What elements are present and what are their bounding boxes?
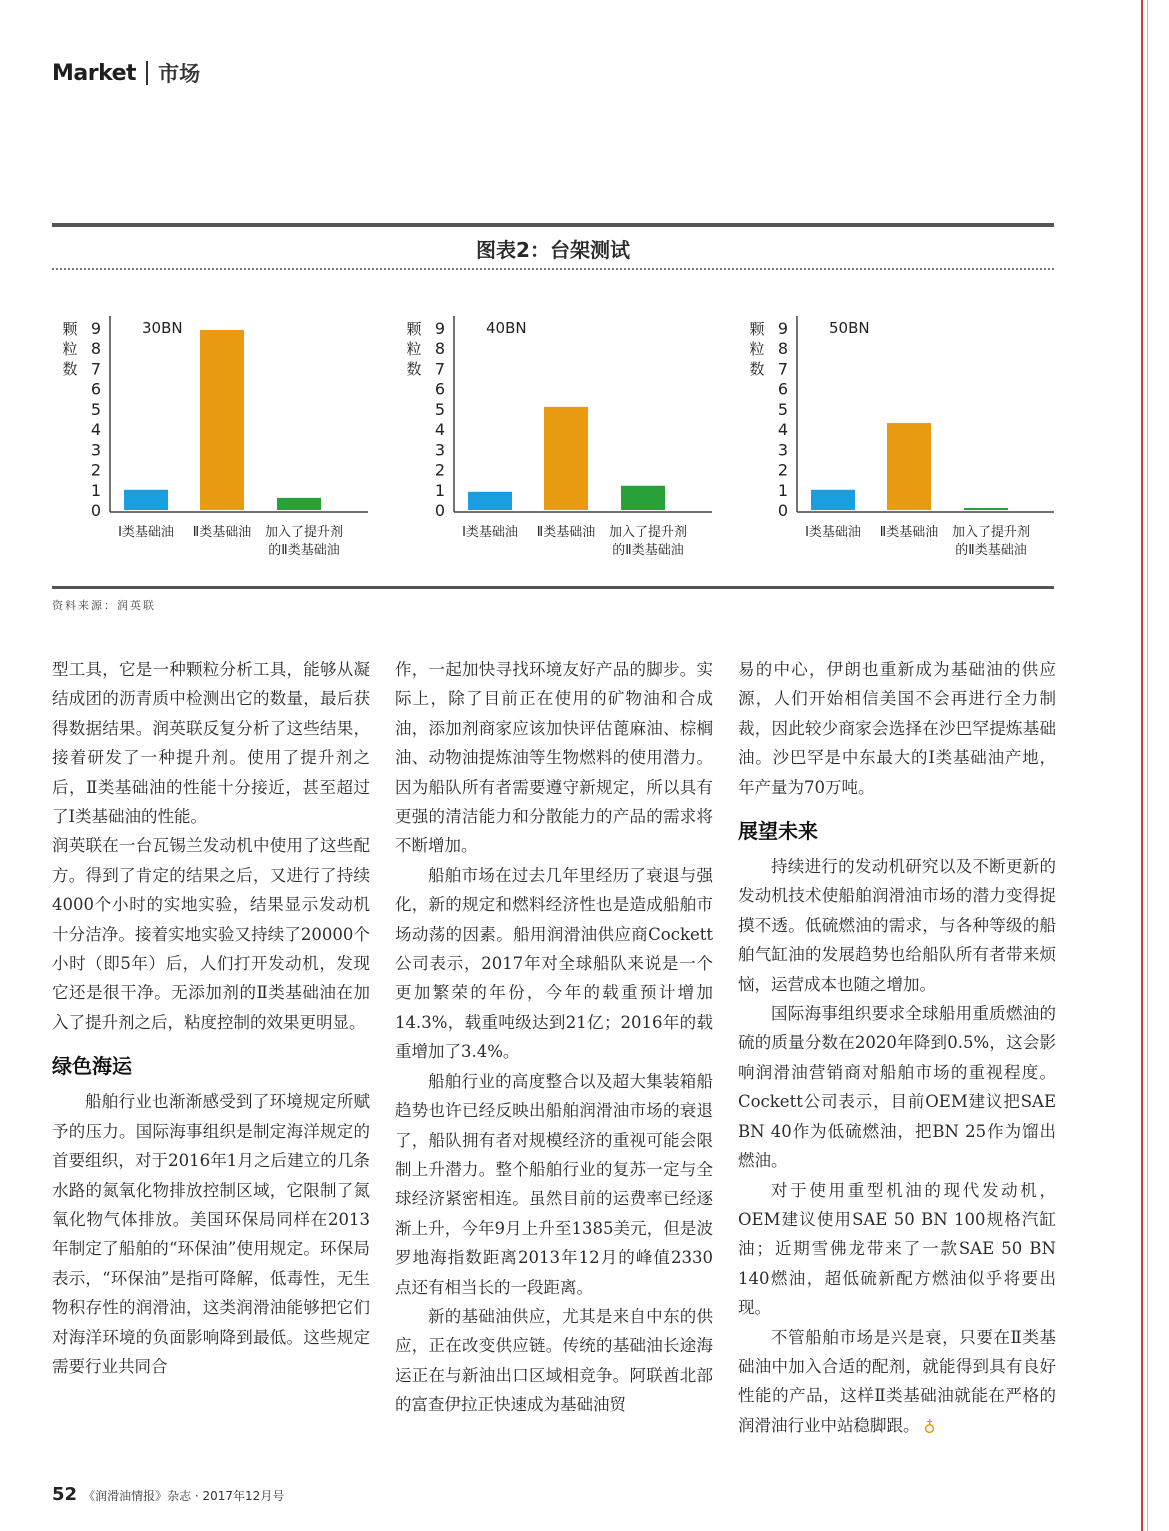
paragraph-text: 不管船舶市场是兴是衰，只要在Ⅱ类基础油中加入合适的配剂，就能得到具有良好性能的产品，这样Ⅱ类基础油就能在严格的润滑油行业中站稳脚跟。 — [738, 1327, 1056, 1435]
paragraph: 船舶市场在过去几年里经历了衰退与强化，新的规定和燃料经济性也是造成船舶市场动荡的因素。船用润滑油供应商Cockett公司表示，2017年对全球船队来说是一个更加繁荣的年份，今年的载重预计增加14.3%，载重吨级达到21亿；2016年的载重增加了3.4%。 — [395, 865, 713, 1062]
bar — [277, 498, 321, 510]
paragraph: 作，一起加快寻找环境友好产品的脚步。实际上，除了目前正在使用的矿物油和合成油，添加剂商家应该加快评估蓖麻油、棕榈油、动物油提炼油等生物燃料的使用潜力。因为船队所有者需要遵守新规定，所以具有更强的清洁能力和分散能力的产品的需求将不断增加。 — [395, 660, 713, 856]
category-label: Ⅱ类基础油 — [192, 525, 252, 540]
paragraph: 润英联在一台瓦锡兰发动机中使用了这些配方。得到了肯定的结果之后，又进行了持续4000个小时的实地实验，结果显示发动机十分洁净。接着实地实验又持续了20000个小时（即5年）后，人们打开发动机，发现它还是很干净。无添加剂的Ⅱ类基础油在加入了提升剂之后，粘度控制的效果更明显。 — [52, 836, 370, 1032]
y-tick-label: 8 — [90, 339, 102, 359]
paragraph: 船舶行业也渐渐感受到了环境规定所赋予的压力。国际海事组织是制定海洋规定的首要组织，对于2016年1月之后建立的几条水路的氮氧化物排放控制区域，它限制了氮氧化物气体排放。美国环保局同样在2013年制定了船舶的“环保油”使用规定。环保局表示，“环保油”是指可降解，低毒性，无生物积存性的润滑油，这类润滑油能够把它们对海洋环境的负面影响降到最低。这些规定需要行业共同合 — [52, 1092, 370, 1376]
chart-title: 30BN — [142, 319, 183, 337]
y-tick-label: 0 — [434, 501, 446, 520]
bar — [621, 486, 665, 510]
section-heading-outlook: 展望未来 — [738, 819, 818, 844]
article-column-2 — [395, 655, 713, 1420]
page-footer — [52, 1484, 284, 1505]
chart-title: 40BN — [486, 319, 527, 337]
y-axis-label-char: 颗 — [406, 320, 422, 338]
paragraph: 新的基础油供应，尤其是来自中东的供应，正在改变供应链。传统的基础油长途海运正在与新油出口区域相竞争。阿联酋北部的富查伊拉正快速成为基础油贸 — [395, 1306, 713, 1415]
section-brand-en: Market — [52, 60, 137, 86]
y-tick-label: 1 — [777, 480, 789, 500]
y-axis-label-char: 粒 — [406, 340, 422, 358]
y-tick-label: 6 — [434, 379, 446, 399]
paragraph: 对于使用重型机油的现代发动机，OEM建议使用SAE 50 BN 100规格汽缸油；近期雪佛龙带来了一款SAE 50 BN 140燃油，超低硫新配方燃油似乎将要出现。 — [738, 1180, 1056, 1318]
category-label: Ⅱ类基础油 — [879, 525, 939, 540]
category-label: 加入了提升剂 — [264, 525, 344, 540]
y-axis-label-char: 数 — [406, 360, 422, 378]
y-tick-label: 2 — [434, 460, 446, 480]
bar — [200, 330, 244, 510]
y-tick-label: 0 — [90, 501, 102, 520]
y-tick-label: 7 — [90, 359, 102, 379]
section-brand-cn: 市场 — [158, 62, 201, 86]
y-tick-label: 1 — [434, 480, 446, 500]
y-tick-label: 5 — [777, 399, 789, 419]
bench-test-charts — [52, 300, 1054, 570]
y-tick-label: 2 — [777, 460, 789, 480]
y-tick-label: 0 — [777, 501, 789, 520]
paragraph: 易的中心，伊朗也重新成为基础油的供应源，人们开始相信美国不会再进行全力制裁，因此较少商家会选择在沙巴罕提炼基础油。沙巴罕是中东最大的Ⅰ类基础油产地，年产量为70万吨。 — [738, 660, 1056, 797]
publication-info: 《润滑油情报》杂志 · 2017年12月号 — [83, 1489, 285, 1503]
paragraph — [738, 1323, 1056, 1441]
y-tick-label: 2 — [90, 460, 102, 480]
y-axis-label-char: 数 — [62, 360, 78, 378]
section-header — [52, 58, 200, 88]
paragraph: 型工具，它是一种颗粒分析工具，能够从凝结成团的沥青质中检测出它的数量，最后获得数据结果。润英联反复分析了这些结果，接着研发了一种提升剂。使用了提升剂之后，Ⅱ类基础油的性能十分接近，甚至超过了Ⅰ类基础油的性能。 — [52, 660, 370, 827]
paragraph: 持续进行的发动机研究以及不断更新的发动机技术使船舶润滑油市场的潜力变得捉摸不透。低硫燃油的需求，与各种等级的船舶气缸油的发展趋势也给船队所有者带来烦恼，运营成本也随之增加。 — [738, 857, 1056, 994]
paragraph: 船舶行业的高度整合以及超大集装箱船趋势也许已经反映出船舶润滑油市场的衰退了，船队拥有者对规模经济的重视可能会限制上升潜力。整个船舶行业的复苏一定与全球经济紧密相连。虽然目前的运费率已经逐渐上升，今年9月上升至1385美元，但是波罗地海指数距离2013年12月的峰值2330点还有相当长的一段距离。 — [395, 1071, 713, 1297]
y-tick-label: 8 — [434, 339, 446, 359]
category-label: 加入了提升剂 — [951, 525, 1031, 540]
y-tick-label: 7 — [434, 359, 446, 379]
y-tick-label: 5 — [434, 399, 446, 419]
article-column-1 — [52, 655, 370, 1381]
bar — [468, 492, 512, 510]
page-number: 52 — [52, 1484, 78, 1505]
y-tick-label: 4 — [434, 420, 446, 440]
category-label: Ⅰ类基础油 — [805, 525, 861, 540]
figure-dotted-rule — [52, 268, 1054, 270]
category-label: Ⅱ类基础油 — [536, 525, 596, 540]
page-edge-red-line — [1141, 0, 1143, 1531]
figure-top-rule — [52, 223, 1054, 227]
article-column-3 — [738, 655, 1056, 1440]
category-label: 的Ⅱ类基础油 — [268, 543, 340, 558]
y-tick-label: 6 — [777, 379, 789, 399]
end-mark-icon: ♁ — [923, 1415, 936, 1435]
y-axis-label-char: 颗 — [749, 320, 765, 338]
y-tick-label: 3 — [434, 440, 446, 460]
category-label: Ⅰ类基础油 — [462, 525, 518, 540]
y-axis-label-char: 粒 — [749, 340, 765, 358]
y-tick-label: 6 — [90, 379, 102, 399]
page-edge-grey-line — [1147, 0, 1148, 1531]
paragraph: 国际海事组织要求全球船用重质燃油的硫的质量分数在2020年降到0.5%，这会影响润滑油营销商对船舶市场的重视程度。Cockett公司表示，目前OEM建议把SAE BN 40作为低硫燃油，把BN 25作为馏出燃油。 — [738, 1004, 1056, 1171]
y-tick-label: 4 — [90, 420, 102, 440]
y-tick-label: 9 — [434, 319, 446, 338]
category-label: Ⅰ类基础油 — [118, 525, 174, 540]
y-tick-label: 7 — [777, 359, 789, 379]
figure-title: 图表2：台架测试 — [476, 238, 630, 262]
category-label: 加入了提升剂 — [608, 525, 688, 540]
y-tick-label: 8 — [777, 339, 789, 359]
y-axis-label-char: 粒 — [62, 340, 78, 358]
y-axis-label-char: 颗 — [62, 320, 78, 338]
y-tick-label: 5 — [90, 399, 102, 419]
chart-title: 50BN — [829, 319, 870, 337]
y-tick-label: 1 — [90, 480, 102, 500]
y-tick-label: 4 — [777, 420, 789, 440]
figure-source: 资料来源：润英联 — [52, 599, 156, 612]
bar — [124, 490, 168, 510]
y-axis-label-char: 数 — [749, 360, 765, 378]
bar — [544, 407, 588, 510]
category-label: 的Ⅱ类基础油 — [612, 543, 684, 558]
y-tick-label: 9 — [777, 319, 789, 338]
bar — [964, 508, 1008, 510]
section-heading-green-shipping: 绿色海运 — [52, 1054, 132, 1079]
bar — [887, 423, 931, 510]
y-tick-label: 3 — [90, 440, 102, 460]
section-divider — [146, 61, 148, 85]
category-label: 的Ⅱ类基础油 — [955, 543, 1027, 558]
figure-bottom-rule — [52, 586, 1054, 589]
y-tick-label: 3 — [777, 440, 789, 460]
bar — [811, 490, 855, 510]
y-tick-label: 9 — [90, 319, 102, 338]
